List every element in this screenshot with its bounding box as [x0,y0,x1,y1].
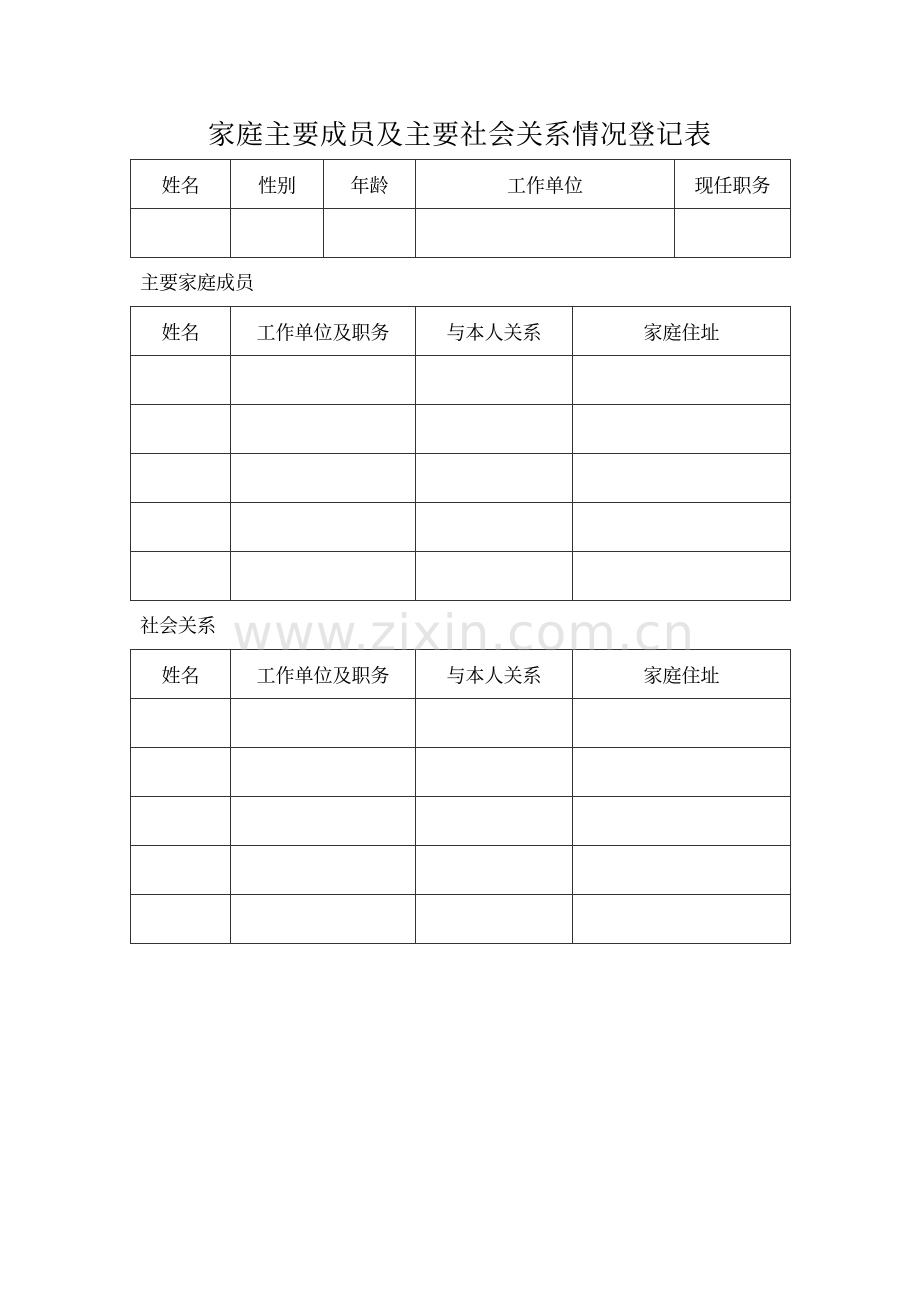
header-home-address: 家庭住址 [573,307,791,356]
header-employer: 工作单位 [416,160,675,209]
age-cell[interactable] [324,209,416,258]
family-section-label: 主要家庭成员 [140,272,255,294]
header-name: 姓名 [131,160,231,209]
table-header-row [131,650,791,699]
relationship-cell[interactable] [416,699,573,748]
table-row [131,699,791,748]
relationship-cell[interactable] [416,846,573,895]
name-cell[interactable] [131,699,231,748]
home-address-cell[interactable] [573,454,791,503]
home-address-cell[interactable] [573,356,791,405]
home-address-cell[interactable] [573,699,791,748]
document-title: 家庭主要成员及主要社会关系情况登记表 [208,120,712,151]
table-row [131,503,791,552]
table-row [131,356,791,405]
header-home-address: 家庭住址 [573,650,791,699]
social-relations-table [130,649,791,944]
watermark: www.zixin.com.cn [232,604,696,662]
table-row [131,748,791,797]
name-cell[interactable] [131,405,231,454]
employer-position-cell[interactable] [231,405,416,454]
header-employer-position: 工作单位及职务 [231,650,416,699]
gender-cell[interactable] [231,209,324,258]
employer-position-cell[interactable] [231,895,416,944]
employer-position-cell[interactable] [231,503,416,552]
relationship-cell[interactable] [416,503,573,552]
social-section-label: 社会关系 [140,615,217,637]
employer-position-cell[interactable] [231,748,416,797]
relationship-cell[interactable] [416,454,573,503]
home-address-cell[interactable] [573,846,791,895]
header-current-position: 现任职务 [675,160,791,209]
table-row [131,846,791,895]
name-cell[interactable] [131,846,231,895]
name-cell[interactable] [131,454,231,503]
relationship-cell[interactable] [416,748,573,797]
home-address-cell[interactable] [573,748,791,797]
table-row [131,552,791,601]
header-relationship: 与本人关系 [416,307,573,356]
position-cell[interactable] [675,209,791,258]
name-cell[interactable] [131,895,231,944]
relationship-cell[interactable] [416,552,573,601]
table-header-row [131,160,791,209]
header-name: 姓名 [131,650,231,699]
home-address-cell[interactable] [573,797,791,846]
family-members-table [130,306,791,601]
employer-position-cell[interactable] [231,552,416,601]
employer-position-cell[interactable] [231,797,416,846]
table-row [131,454,791,503]
relationship-cell[interactable] [416,356,573,405]
home-address-cell[interactable] [573,895,791,944]
basic-info-table [130,159,791,258]
home-address-cell[interactable] [573,405,791,454]
employer-position-cell[interactable] [231,846,416,895]
name-cell[interactable] [131,552,231,601]
employer-position-cell[interactable] [231,356,416,405]
home-address-cell[interactable] [573,503,791,552]
employer-cell[interactable] [416,209,675,258]
employer-position-cell[interactable] [231,454,416,503]
home-address-cell[interactable] [573,552,791,601]
relationship-cell[interactable] [416,895,573,944]
relationship-cell[interactable] [416,797,573,846]
name-cell[interactable] [131,797,231,846]
name-cell[interactable] [131,209,231,258]
table-row [131,209,791,258]
header-name: 姓名 [131,307,231,356]
name-cell[interactable] [131,748,231,797]
header-age: 年龄 [324,160,416,209]
header-employer-position: 工作单位及职务 [231,307,416,356]
table-header-row [131,307,791,356]
table-row [131,405,791,454]
header-relationship: 与本人关系 [416,650,573,699]
relationship-cell[interactable] [416,405,573,454]
name-cell[interactable] [131,356,231,405]
name-cell[interactable] [131,503,231,552]
employer-position-cell[interactable] [231,699,416,748]
header-gender: 性别 [231,160,324,209]
table-row [131,895,791,944]
table-row [131,797,791,846]
